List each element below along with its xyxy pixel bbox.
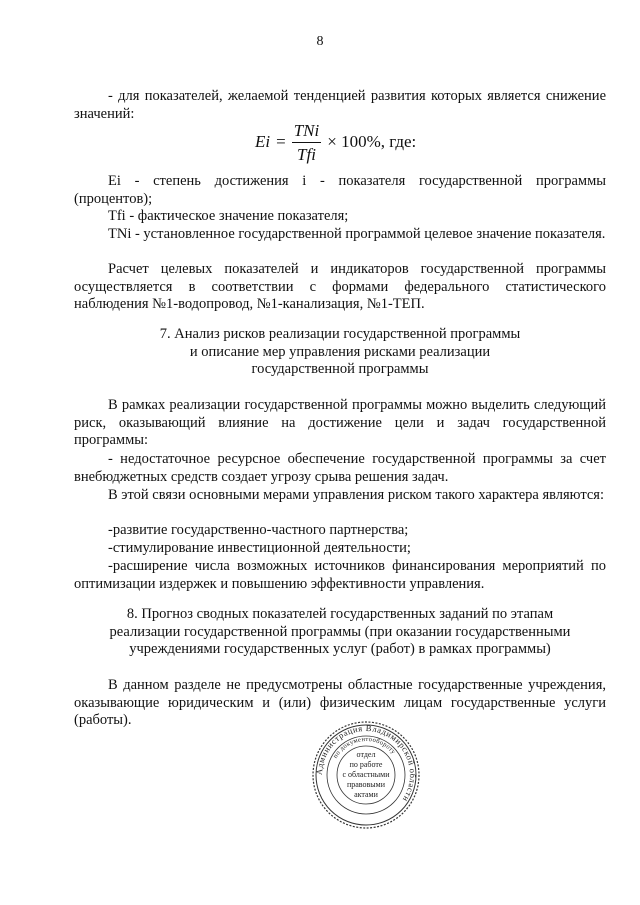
formula-numerator: TNi xyxy=(292,121,322,143)
stamp-center-line: отдел xyxy=(356,750,376,759)
section-7-title-line: государственной программы xyxy=(251,361,429,377)
formula-denominator: Tfi xyxy=(297,144,316,164)
measure-list-item: -стимулирование инвестиционной деятельности; xyxy=(108,540,411,556)
formula-rest: × 100%, где: xyxy=(327,132,417,151)
section-8-title-line: учреждениями государственных услуг (работ) в рамках программы) xyxy=(129,641,551,657)
formula-equals: = xyxy=(276,132,286,151)
section-7-heading xyxy=(70,326,610,379)
stamp-center-line: с областными xyxy=(342,770,390,779)
measure-list-item: -развитие государственно-частного партнерства; xyxy=(108,522,409,538)
section-8-title-line: 8. Прогноз сводных показателей государственных заданий по этапам xyxy=(126,606,554,622)
measure-list-item: -расширение числа возможных источников финансирования мероприятий по оптимизации издержек и повышению эффективности управления. xyxy=(74,558,606,592)
definition-ei: Ei - степень достижения i - показателя государственной программы (процентов); xyxy=(74,173,606,207)
stamp-center-line: по работе xyxy=(349,760,383,769)
stamp-outer-text: Администрация Владимирской области xyxy=(313,722,419,805)
definition-tni: TNi - установленное государственной программой целевое значение показателя. xyxy=(108,226,606,242)
section-8-heading xyxy=(70,606,610,659)
calculation-paragraph: Расчет целевых показателей и индикаторов государственной программы осуществляется в соответствии с формами федерального статистического наблюдения №1-водопровод, №1-канализация, №1-ТЕП. xyxy=(74,261,606,312)
official-stamp xyxy=(311,720,421,830)
formula-lhs: Ei xyxy=(255,132,271,151)
stamp-inner-ring-text: по документообороту xyxy=(331,735,397,760)
definition-tfi: Tfi - фактическое значение показателя; xyxy=(108,208,349,224)
section-7-risk-paragraph: - недостаточное ресурсное обеспечение государственной программы за счет внебюджетных средств создает угрозу срыва решения задач. xyxy=(74,451,606,485)
section-8-paragraph: В данном разделе не предусмотрены областные государственные учреждения, оказывающие юридическим и (или) физическим лицам государственные услуги (работы). xyxy=(74,677,606,728)
stamp-center-text xyxy=(311,720,421,830)
section-8-title-line: реализации государственной программы (при оказании государственными xyxy=(109,623,571,640)
intro-paragraph: - для показателей, желаемой тенденцией развития которых является снижение значений: xyxy=(74,88,606,122)
section-7-paragraph: В рамках реализации государственной программы можно выделить следующий риск, оказывающий влияние на достижение цели и задач государственной программы: xyxy=(74,397,606,448)
formula xyxy=(255,116,416,168)
stamp-center-line: правовыми xyxy=(346,780,386,789)
section-7-title-line: 7. Анализ рисков реализации государственной программы xyxy=(159,326,521,342)
section-7-measures-paragraph: В этой связи основными мерами управления риском такого характера являются: xyxy=(108,487,604,503)
formula-fraction xyxy=(292,121,322,164)
section-7-title-line: и описание мер управления рисками реализации xyxy=(189,343,491,360)
stamp-center-line: актами xyxy=(354,790,378,799)
page-number: 8 xyxy=(316,34,324,49)
